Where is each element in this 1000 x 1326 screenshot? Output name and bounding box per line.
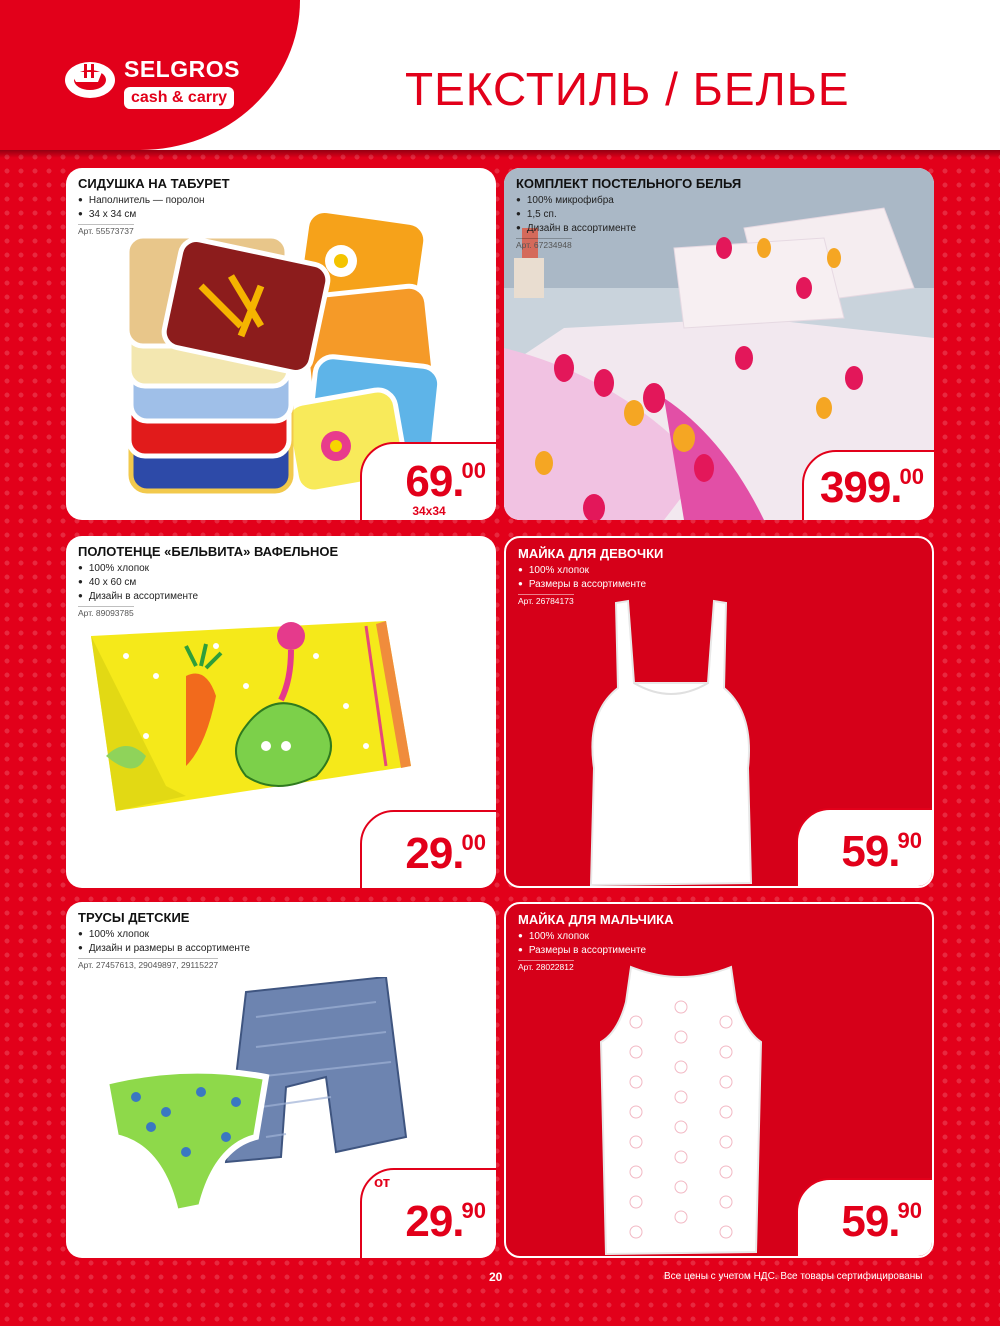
brand-subtitle: cash & carry xyxy=(124,87,234,109)
feature-item: ● 34 x 34 см xyxy=(78,207,205,221)
brand-name: SELGROS xyxy=(124,56,240,82)
product-card-towel[interactable] xyxy=(66,536,496,888)
girl-tank-top-image xyxy=(576,593,766,888)
product-title: ТРУСЫ ДЕТСКИЕ xyxy=(78,910,190,925)
product-title: ПОЛОТЕНЦЕ «БЕЛЬВИТА» ВАФЕЛЬНОЕ xyxy=(78,544,339,559)
product-title: СИДУШКА НА ТАБУРЕТ xyxy=(78,176,230,191)
article-number: Арт. 27457613, 29049897, 29115227 xyxy=(78,960,219,970)
price-decimal: 00 xyxy=(461,458,486,483)
feature-item: ● Размеры в ассортименте xyxy=(518,577,646,591)
price-decimal: 00 xyxy=(899,464,924,489)
feature-item: ● 40 x 60 см xyxy=(78,575,198,589)
price xyxy=(841,827,922,876)
price-integer: 29. xyxy=(405,829,464,878)
price-from-label: от xyxy=(374,1174,391,1191)
feature-item: ● Дизайн в ассортименте xyxy=(516,221,636,235)
selgros-logo[interactable] xyxy=(62,56,272,116)
price xyxy=(405,457,486,506)
feature-item: ● 100% хлопок xyxy=(78,561,198,575)
feature-item: ● Наполнитель — поролон xyxy=(78,193,205,207)
product-features xyxy=(78,561,198,621)
footer-note: Все цены с учетом НДС. Все товары сертифицированы xyxy=(664,1271,923,1282)
price-tag xyxy=(796,808,934,888)
boy-tank-top-image xyxy=(596,962,766,1257)
product-title: КОМПЛЕКТ ПОСТЕЛЬНОГО БЕЛЬЯ xyxy=(516,176,742,191)
waffle-towel-image xyxy=(86,616,416,821)
product-features xyxy=(78,927,250,973)
feature-item: ● Размеры в ассортименте xyxy=(518,943,646,957)
price-tag xyxy=(796,1178,934,1258)
article-number: Арт. 55573737 xyxy=(78,226,134,236)
price-tag xyxy=(360,1168,496,1258)
article-number: Арт. 26784173 xyxy=(518,596,574,606)
price-decimal: 90 xyxy=(897,1198,922,1223)
product-card-seat-cushion[interactable] xyxy=(66,168,496,520)
feature-item: ● 100% хлопок xyxy=(518,929,646,943)
price xyxy=(841,1197,922,1246)
page-header xyxy=(0,0,1000,150)
price-tag xyxy=(802,450,934,520)
feature-item: ● 100% хлопок xyxy=(518,563,646,577)
price-tag xyxy=(360,810,496,888)
price xyxy=(405,829,486,878)
price-integer: 399. xyxy=(819,463,902,512)
product-card-boy-tank-top[interactable] xyxy=(504,902,934,1258)
price xyxy=(819,463,924,512)
cart-plate-icon xyxy=(62,58,118,102)
price-tag xyxy=(360,442,496,520)
price-decimal: 90 xyxy=(461,1198,486,1223)
price-integer: 59. xyxy=(841,827,900,876)
feature-item: ● 100% хлопок xyxy=(78,927,250,941)
product-card-girl-tank-top[interactable] xyxy=(504,536,934,888)
product-features xyxy=(516,193,636,253)
product-title: МАЙКА ДЛЯ МАЛЬЧИКА xyxy=(518,912,674,927)
price xyxy=(405,1197,486,1246)
feature-item: ● 100% микрофибра xyxy=(516,193,636,207)
price-decimal: 00 xyxy=(461,830,486,855)
product-card-bedding[interactable] xyxy=(504,168,934,520)
price-integer: 69. xyxy=(405,457,464,506)
price-size-note: 34x34 xyxy=(412,504,446,518)
feature-item: ● Дизайн в ассортименте xyxy=(78,589,198,603)
article-number: Арт. 28022812 xyxy=(518,962,574,972)
article-number: Арт. 67234948 xyxy=(516,240,572,250)
price-integer: 29. xyxy=(405,1197,464,1246)
article-number: Арт. 89093785 xyxy=(78,608,134,618)
price-integer: 59. xyxy=(841,1197,900,1246)
product-card-kids-underwear[interactable] xyxy=(66,902,496,1258)
page-number: 20 xyxy=(489,1270,503,1284)
feature-item: ● 1,5 сп. xyxy=(516,207,636,221)
price-decimal: 90 xyxy=(897,828,922,853)
brand-tab xyxy=(0,0,300,150)
feature-item: ● Дизайн и размеры в ассортименте xyxy=(78,941,250,955)
page-title: ТЕКСТИЛЬ / БЕЛЬЕ xyxy=(405,63,850,115)
product-title: МАЙКА ДЛЯ ДЕВОЧКИ xyxy=(518,546,664,561)
